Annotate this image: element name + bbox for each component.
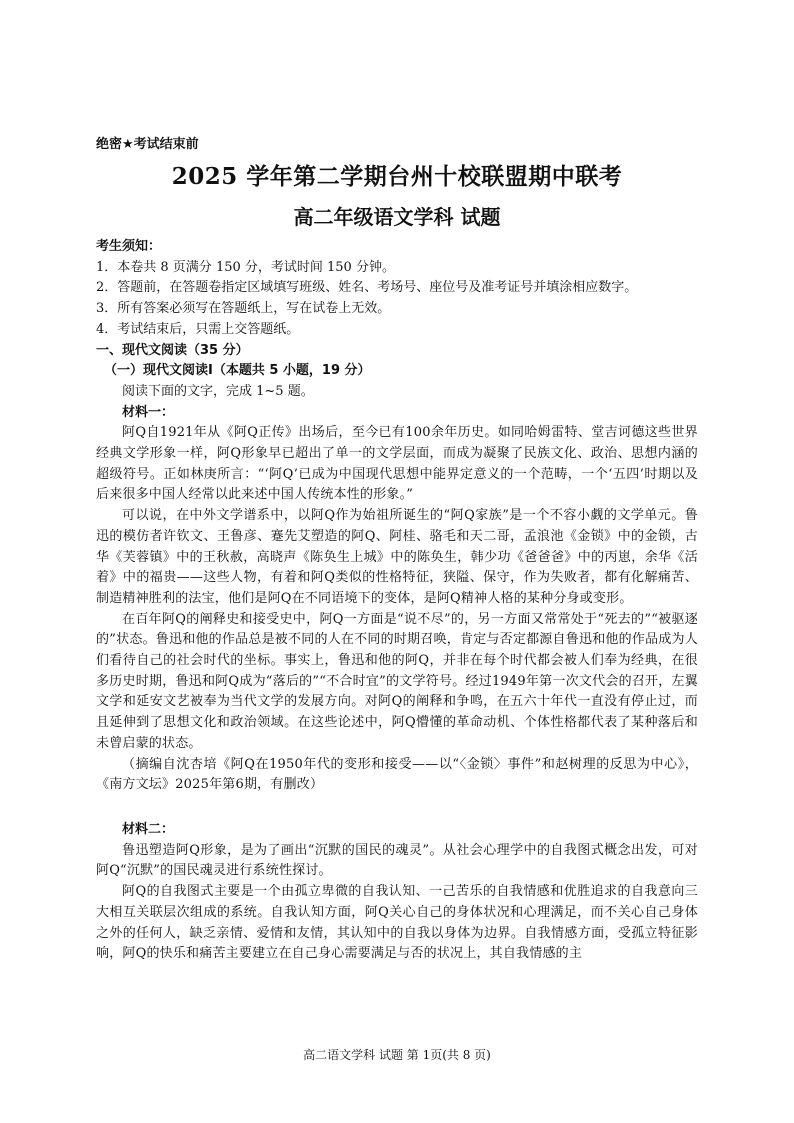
material2-label: 材料二： xyxy=(122,821,175,837)
notice-item: 4．考试结束后，只需上交答题纸。 xyxy=(96,321,300,337)
material1-label: 材料一： xyxy=(122,404,175,420)
confidential-label: 绝密★考试结束前 xyxy=(96,137,199,152)
notice-item: 1．本卷共 8 页满分 150 分，考试时间 150 分钟。 xyxy=(96,259,395,275)
notice-heading: 考生须知： xyxy=(96,239,162,254)
material1-paragraph: 在百年阿Q的阐释史和接受史中，阿Q一方面是“说不尽”的，另一方面又常常处于“死去的”“被驱逐的”状态。鲁迅和他的作品总是被不同的人在不同的时期召唤，肯定与否定都源自鲁迅和他的作品成为人们看待自己的社会时代的坐标。事实上，鲁迅和他的阿Q，并非在每个时代都会被人们奉为经典，在很多历史时期，鲁迅和阿Q成为“落后的”“不合时宜”的文学符号。经过1949年第一次文代会的召开，左翼文学和延安文艺被奉为当代文学的发展方向。对阿Q的阐释和争鸣，在五六十年代一直没有停止过，而且延伸到了思想文化和政治领域。在这些论述中，阿Q懵懂的革命动机、个体性格都代表了某种落后和未曾启蒙的状态。 xyxy=(96,611,698,751)
material1-paragraph: 可以说，在中外文学谱系中，以阿Q作为始祖所诞生的“阿Q家族”是一个不容小觑的文学单元。鲁迅的模仿者许钦文、王鲁彦、蹇先艾塑造的阿Q、阿桂、骆毛和天二哥，孟浪池《金锁》中的金锁，古华《芙蓉镇》中的王秋赦，高晓声《陈奂生上城》中的陈奂生，韩少功《爸爸爸》中的丙崽，余华《活着》中的福贵——这些人物，有着和阿Q类似的性格特征，狭隘、保守，作为失败者，都有化解痛苦、制造精神胜利的法宝，他们是阿Q在不同语境下的变体，是阿Q精神人格的某种分身或变形。 xyxy=(96,508,698,606)
material2-paragraph: 鲁迅塑造阿Q形象，是为了画出“沉默的国民的魂灵”。从社会心理学中的自我图式概念出发，可对阿Q“沉默”的国民魂灵进行系统性探讨。 xyxy=(96,842,698,879)
exam-title: 2025 学年第二学期台州十校联盟期中联考 xyxy=(171,163,623,190)
spacer xyxy=(96,796,698,820)
notice-item: 3．所有答案必须写在答题纸上，写在试卷上无效。 xyxy=(96,301,391,317)
material2-paragraph: 阿Q的自我图式主要是一个由孤立卑微的自我认知、一己苦乐的自我情感和优胜追求的自我意向三大相互关联层次组成的系统。自我认知方面，阿Q关心自己的身体状况和心理满足，而不关心自己身体之外的任何人，缺乏亲情、爱情和友情，其认知中的自我以身体为边界。自我情感方面，受孤立特征影响，阿Q的快乐和痛苦主要建立在自己身心需要满足与否的状况上，其自我情感的主 xyxy=(96,884,698,962)
exam-body xyxy=(96,237,698,965)
reading-instruction: 阅读下面的文字，完成 1~5 题。 xyxy=(122,383,314,399)
page-footer: 高二语文学科 试题 第 1页(共 8 页) xyxy=(303,1048,491,1062)
sub-section-heading: （一）现代文阅读Ⅰ（本题共 5 小题，19 分） xyxy=(104,363,371,379)
material1-paragraph: 阿Q自1921年从《阿Q正传》出场后，至今已有100余年历史。如同哈姆雷特、堂吉诃德这些世界经典文学形象一样，阿Q形象早已超出了单一的文学层面，而成为凝聚了民族文化、政治、思想内涵的超级符号。正如林庚所言：“‘阿Q’已成为中国现代思想中能界定意义的一个范畴，一个‘五四’时期以及后来很多中国人经常以此来述中国人传统本性的形象。” xyxy=(96,425,698,503)
material1-source: （摘编自沈杏培《阿Q在1950年代的变形和接受——以“〈金锁〉事件”和赵树理的反思为中心》，《南方文坛》2025年第6期，有删改） xyxy=(96,756,698,793)
notice-item: 2．答题前，在答题卷指定区域填写班级、姓名、考场号、座位号及准考证号并填涂相应数字。 xyxy=(96,280,638,296)
exam-subtitle: 高二年级语文学科 试题 xyxy=(293,205,501,229)
section-heading: 一、现代文阅读（35 分） xyxy=(96,342,249,358)
